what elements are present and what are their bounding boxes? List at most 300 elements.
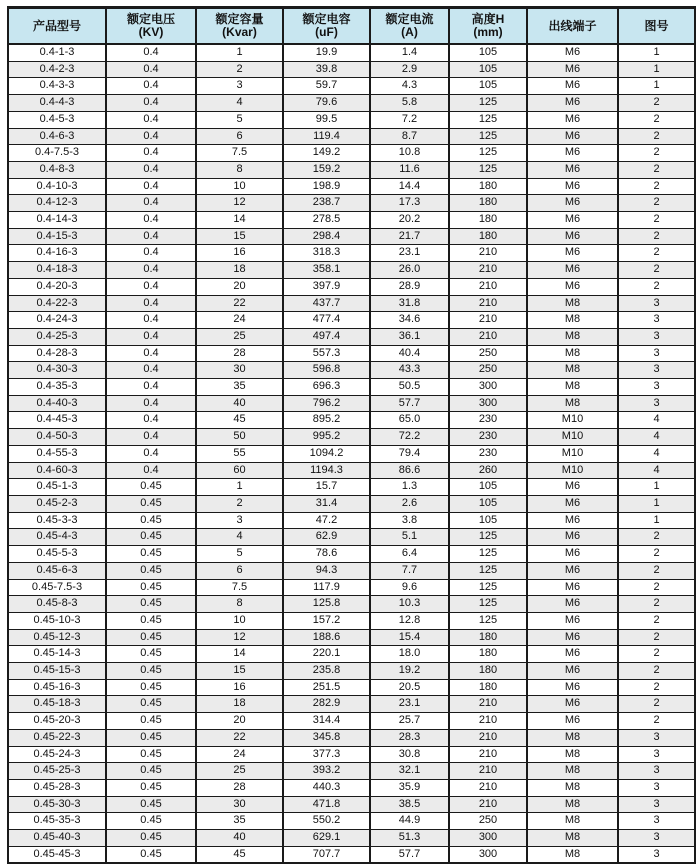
cell: 6 — [196, 128, 283, 145]
cell: 1.4 — [370, 44, 449, 61]
cell: 0.45 — [106, 779, 196, 796]
cell: 6 — [196, 562, 283, 579]
table-row — [8, 512, 695, 529]
cell: 3 — [618, 813, 695, 830]
cell: 796.2 — [283, 395, 370, 412]
table-row — [8, 846, 695, 863]
cell: 26.0 — [370, 262, 449, 279]
cell: 0.4-20-3 — [8, 278, 106, 295]
cell: 0.45-6-3 — [8, 562, 106, 579]
cell: 220.1 — [283, 646, 370, 663]
cell: 0.45-8-3 — [8, 596, 106, 613]
cell: 0.4-50-3 — [8, 429, 106, 446]
column-header-3 — [283, 8, 370, 45]
cell: 7.5 — [196, 579, 283, 596]
cell: 210 — [449, 779, 527, 796]
column-title: 额定容量 — [215, 12, 264, 26]
table-row — [8, 579, 695, 596]
cell: M8 — [527, 746, 618, 763]
table-row — [8, 779, 695, 796]
cell: M10 — [527, 412, 618, 429]
cell: 16 — [196, 245, 283, 262]
cell: 210 — [449, 278, 527, 295]
cell: 0.45 — [106, 746, 196, 763]
column-title: 图号 — [644, 18, 669, 33]
cell: 0.45-10-3 — [8, 612, 106, 629]
cell: 0.45-12-3 — [8, 629, 106, 646]
cell: 45 — [196, 412, 283, 429]
cell: 44.9 — [370, 813, 449, 830]
cell: 24 — [196, 312, 283, 329]
cell: M6 — [527, 278, 618, 295]
cell: 19.9 — [283, 44, 370, 61]
cell: 10 — [196, 178, 283, 195]
cell: 2 — [618, 195, 695, 212]
cell: 550.2 — [283, 813, 370, 830]
cell: 119.4 — [283, 128, 370, 145]
column-header-1 — [106, 8, 196, 45]
cell: 358.1 — [283, 262, 370, 279]
cell: 18 — [196, 262, 283, 279]
cell: 300 — [449, 395, 527, 412]
cell: 180 — [449, 212, 527, 229]
table-row — [8, 663, 695, 680]
cell: 39.8 — [283, 61, 370, 78]
cell: 99.5 — [283, 111, 370, 128]
cell: 0.45 — [106, 579, 196, 596]
cell: M6 — [527, 111, 618, 128]
cell: 65.0 — [370, 412, 449, 429]
cell: 0.4 — [106, 78, 196, 95]
cell: 20.2 — [370, 212, 449, 229]
cell: M6 — [527, 212, 618, 229]
cell: 318.3 — [283, 245, 370, 262]
cell: 10.3 — [370, 596, 449, 613]
cell: 0.4 — [106, 61, 196, 78]
cell: 238.7 — [283, 195, 370, 212]
cell: M8 — [527, 830, 618, 847]
cell: M6 — [527, 128, 618, 145]
cell: 251.5 — [283, 679, 370, 696]
cell: 0.4 — [106, 462, 196, 479]
cell: M10 — [527, 429, 618, 446]
cell: 210 — [449, 312, 527, 329]
cell: 5 — [196, 111, 283, 128]
cell: 51.3 — [370, 830, 449, 847]
cell: 25 — [196, 763, 283, 780]
cell: 2 — [618, 663, 695, 680]
cell: 2 — [618, 278, 695, 295]
cell: 3 — [618, 295, 695, 312]
cell: 78.6 — [283, 546, 370, 563]
cell: 105 — [449, 512, 527, 529]
cell: 0.4-10-3 — [8, 178, 106, 195]
cell: 300 — [449, 379, 527, 396]
cell: 0.4 — [106, 44, 196, 61]
cell: 45 — [196, 846, 283, 863]
cell: 0.4 — [106, 412, 196, 429]
table-row — [8, 345, 695, 362]
cell: 0.45-30-3 — [8, 796, 106, 813]
cell: 0.45 — [106, 596, 196, 613]
cell: 0.4-22-3 — [8, 295, 106, 312]
cell: 180 — [449, 646, 527, 663]
cell: 2 — [618, 646, 695, 663]
cell: 3.8 — [370, 512, 449, 529]
column-unit: (KV) — [138, 25, 164, 39]
cell: M6 — [527, 679, 618, 696]
cell: 0.45-14-3 — [8, 646, 106, 663]
cell: M6 — [527, 579, 618, 596]
cell: 21.7 — [370, 228, 449, 245]
table-row — [8, 445, 695, 462]
cell: 2 — [618, 529, 695, 546]
cell: 14 — [196, 212, 283, 229]
table-row — [8, 245, 695, 262]
cell: 235.8 — [283, 663, 370, 680]
cell: 50.5 — [370, 379, 449, 396]
cell: 18 — [196, 696, 283, 713]
cell: 5.8 — [370, 95, 449, 112]
cell: 2 — [618, 679, 695, 696]
table-row — [8, 830, 695, 847]
cell: 2 — [618, 612, 695, 629]
cell: 696.3 — [283, 379, 370, 396]
cell: 1 — [196, 479, 283, 496]
cell: 0.45 — [106, 846, 196, 863]
cell: M8 — [527, 763, 618, 780]
cell: 4 — [196, 529, 283, 546]
cell: 0.45-3-3 — [8, 512, 106, 529]
cell: 60 — [196, 462, 283, 479]
table-row — [8, 328, 695, 345]
cell: 437.7 — [283, 295, 370, 312]
cell: 282.9 — [283, 696, 370, 713]
table-row — [8, 78, 695, 95]
cell: 105 — [449, 78, 527, 95]
cell: 94.3 — [283, 562, 370, 579]
cell: M6 — [527, 145, 618, 162]
cell: 0.4-4-3 — [8, 95, 106, 112]
table-row — [8, 212, 695, 229]
cell: 0.45-25-3 — [8, 763, 106, 780]
cell: 0.45 — [106, 529, 196, 546]
cell: 1 — [618, 479, 695, 496]
cell: 5 — [196, 546, 283, 563]
cell: 10 — [196, 612, 283, 629]
cell: 12.8 — [370, 612, 449, 629]
cell: M8 — [527, 362, 618, 379]
cell: 28.9 — [370, 278, 449, 295]
cell: M8 — [527, 813, 618, 830]
cell: 11.6 — [370, 161, 449, 178]
cell: 2 — [618, 596, 695, 613]
table-row — [8, 395, 695, 412]
cell: M6 — [527, 713, 618, 730]
cell: 0.45 — [106, 512, 196, 529]
column-header-7 — [618, 8, 695, 45]
cell: 0.45-24-3 — [8, 746, 106, 763]
cell: 0.4 — [106, 278, 196, 295]
cell: M6 — [527, 696, 618, 713]
cell: 3 — [618, 395, 695, 412]
cell: M8 — [527, 796, 618, 813]
cell: 4 — [618, 462, 695, 479]
cell: 72.2 — [370, 429, 449, 446]
cell: 0.45 — [106, 479, 196, 496]
cell: 0.45 — [106, 612, 196, 629]
cell: 2 — [618, 178, 695, 195]
cell: 0.4-35-3 — [8, 379, 106, 396]
cell: 14 — [196, 646, 283, 663]
cell: 440.3 — [283, 779, 370, 796]
cell: 125 — [449, 596, 527, 613]
cell: 707.7 — [283, 846, 370, 863]
cell: 2 — [618, 245, 695, 262]
cell: 125 — [449, 546, 527, 563]
table-body — [8, 44, 695, 863]
cell: 6.4 — [370, 546, 449, 563]
table-row — [8, 679, 695, 696]
column-title: 出线端子 — [548, 18, 597, 33]
table-row — [8, 362, 695, 379]
cell: 0.4-6-3 — [8, 128, 106, 145]
cell: 596.8 — [283, 362, 370, 379]
cell: M6 — [527, 479, 618, 496]
cell: 3 — [196, 78, 283, 95]
cell: 32.1 — [370, 763, 449, 780]
cell: 210 — [449, 713, 527, 730]
table-row — [8, 629, 695, 646]
cell: 3 — [618, 796, 695, 813]
cell: M8 — [527, 395, 618, 412]
cell: 8.7 — [370, 128, 449, 145]
cell: 0.45 — [106, 546, 196, 563]
cell: 210 — [449, 245, 527, 262]
cell: 180 — [449, 679, 527, 696]
cell: 0.4 — [106, 128, 196, 145]
cell: 0.4 — [106, 245, 196, 262]
table-row — [8, 612, 695, 629]
cell: 0.45-40-3 — [8, 830, 106, 847]
cell: 0.4-7.5-3 — [8, 145, 106, 162]
cell: 2 — [618, 562, 695, 579]
cell: 15 — [196, 228, 283, 245]
column-title: 高度H — [471, 12, 505, 26]
cell: 3 — [618, 379, 695, 396]
cell: 125 — [449, 111, 527, 128]
cell: 314.4 — [283, 713, 370, 730]
column-header-0 — [8, 8, 106, 45]
cell: M6 — [527, 44, 618, 61]
cell: 0.4 — [106, 395, 196, 412]
cell: 15 — [196, 663, 283, 680]
cell: 1 — [618, 512, 695, 529]
cell: 0.45-7.5-3 — [8, 579, 106, 596]
cell: 0.45-4-3 — [8, 529, 106, 546]
cell: 0.45-45-3 — [8, 846, 106, 863]
cell: 0.4 — [106, 212, 196, 229]
cell: 1 — [618, 78, 695, 95]
cell: 1.3 — [370, 479, 449, 496]
column-header-2 — [196, 8, 283, 45]
cell: 210 — [449, 696, 527, 713]
cell: M6 — [527, 512, 618, 529]
cell: 125 — [449, 145, 527, 162]
column-title: 额定电压 — [126, 12, 175, 26]
cell: 2.6 — [370, 495, 449, 512]
cell: 0.4 — [106, 445, 196, 462]
cell: M6 — [527, 95, 618, 112]
cell: 105 — [449, 479, 527, 496]
cell: 40 — [196, 830, 283, 847]
cell: 0.4-55-3 — [8, 445, 106, 462]
cell: 18.0 — [370, 646, 449, 663]
cell: 3 — [618, 729, 695, 746]
column-unit: (uF) — [315, 25, 338, 39]
cell: 7.7 — [370, 562, 449, 579]
cell: 10.8 — [370, 145, 449, 162]
table-row — [8, 646, 695, 663]
cell: 2 — [618, 161, 695, 178]
cell: 0.4-45-3 — [8, 412, 106, 429]
cell: 2 — [618, 128, 695, 145]
table-row — [8, 111, 695, 128]
cell: M8 — [527, 295, 618, 312]
cell: 0.45-15-3 — [8, 663, 106, 680]
cell: 1094.2 — [283, 445, 370, 462]
cell: 0.45-5-3 — [8, 546, 106, 563]
cell: 0.4 — [106, 345, 196, 362]
table-row — [8, 44, 695, 61]
cell: 300 — [449, 846, 527, 863]
cell: 210 — [449, 796, 527, 813]
cell: 12 — [196, 629, 283, 646]
cell: 995.2 — [283, 429, 370, 446]
cell: 3 — [618, 779, 695, 796]
table-row — [8, 195, 695, 212]
cell: M6 — [527, 529, 618, 546]
cell: 0.4 — [106, 362, 196, 379]
cell: 0.4-40-3 — [8, 395, 106, 412]
cell: 1 — [618, 495, 695, 512]
cell: 3 — [618, 362, 695, 379]
table-row — [8, 813, 695, 830]
cell: 0.4-8-3 — [8, 161, 106, 178]
cell: 20 — [196, 713, 283, 730]
cell: 20 — [196, 278, 283, 295]
cell: M8 — [527, 729, 618, 746]
cell: 79.4 — [370, 445, 449, 462]
table-row — [8, 562, 695, 579]
cell: 105 — [449, 61, 527, 78]
cell: M6 — [527, 663, 618, 680]
cell: 25.7 — [370, 713, 449, 730]
cell: M8 — [527, 379, 618, 396]
column-unit: (mm) — [473, 25, 503, 39]
table-row — [8, 495, 695, 512]
cell: 629.1 — [283, 830, 370, 847]
cell: 0.4 — [106, 228, 196, 245]
cell: 22 — [196, 729, 283, 746]
cell: 43.3 — [370, 362, 449, 379]
cell: 180 — [449, 195, 527, 212]
cell: 4 — [618, 429, 695, 446]
cell: 0.4-2-3 — [8, 61, 106, 78]
table-row — [8, 796, 695, 813]
cell: M8 — [527, 846, 618, 863]
table-row — [8, 278, 695, 295]
cell: 149.2 — [283, 145, 370, 162]
cell: 0.4 — [106, 95, 196, 112]
cell: 23.1 — [370, 245, 449, 262]
cell: M8 — [527, 345, 618, 362]
cell: 125.8 — [283, 596, 370, 613]
cell: 278.5 — [283, 212, 370, 229]
cell: 2 — [618, 212, 695, 229]
cell: 2 — [618, 95, 695, 112]
cell: 62.9 — [283, 529, 370, 546]
cell: M8 — [527, 779, 618, 796]
cell: 24 — [196, 746, 283, 763]
cell: 15.4 — [370, 629, 449, 646]
cell: 0.45 — [106, 679, 196, 696]
cell: 25 — [196, 328, 283, 345]
cell: 4.3 — [370, 78, 449, 95]
column-header-6 — [527, 8, 618, 45]
cell: 2 — [196, 495, 283, 512]
cell: 298.4 — [283, 228, 370, 245]
cell: 3 — [618, 345, 695, 362]
cell: M6 — [527, 228, 618, 245]
cell: 159.2 — [283, 161, 370, 178]
cell: 0.4-14-3 — [8, 212, 106, 229]
cell: M8 — [527, 328, 618, 345]
table-row — [8, 429, 695, 446]
table-row — [8, 379, 695, 396]
cell: 125 — [449, 562, 527, 579]
cell: 2 — [618, 629, 695, 646]
cell: 0.4 — [106, 111, 196, 128]
cell: 30.8 — [370, 746, 449, 763]
cell: 0.4 — [106, 195, 196, 212]
cell: 0.45 — [106, 562, 196, 579]
cell: 8 — [196, 161, 283, 178]
cell: 0.4-5-3 — [8, 111, 106, 128]
table-row — [8, 128, 695, 145]
cell: M6 — [527, 562, 618, 579]
cell: 0.45 — [106, 763, 196, 780]
cell: 3 — [618, 312, 695, 329]
cell: 300 — [449, 830, 527, 847]
table-row — [8, 412, 695, 429]
cell: 47.2 — [283, 512, 370, 529]
cell: 125 — [449, 161, 527, 178]
cell: 105 — [449, 495, 527, 512]
cell: 0.45 — [106, 696, 196, 713]
table-row — [8, 763, 695, 780]
cell: 2 — [196, 61, 283, 78]
cell: 210 — [449, 295, 527, 312]
cell: 105 — [449, 44, 527, 61]
cell: M6 — [527, 495, 618, 512]
cell: 3 — [618, 746, 695, 763]
cell: M6 — [527, 612, 618, 629]
cell: 250 — [449, 813, 527, 830]
column-header-4 — [370, 8, 449, 45]
table-row — [8, 713, 695, 730]
table-row — [8, 596, 695, 613]
